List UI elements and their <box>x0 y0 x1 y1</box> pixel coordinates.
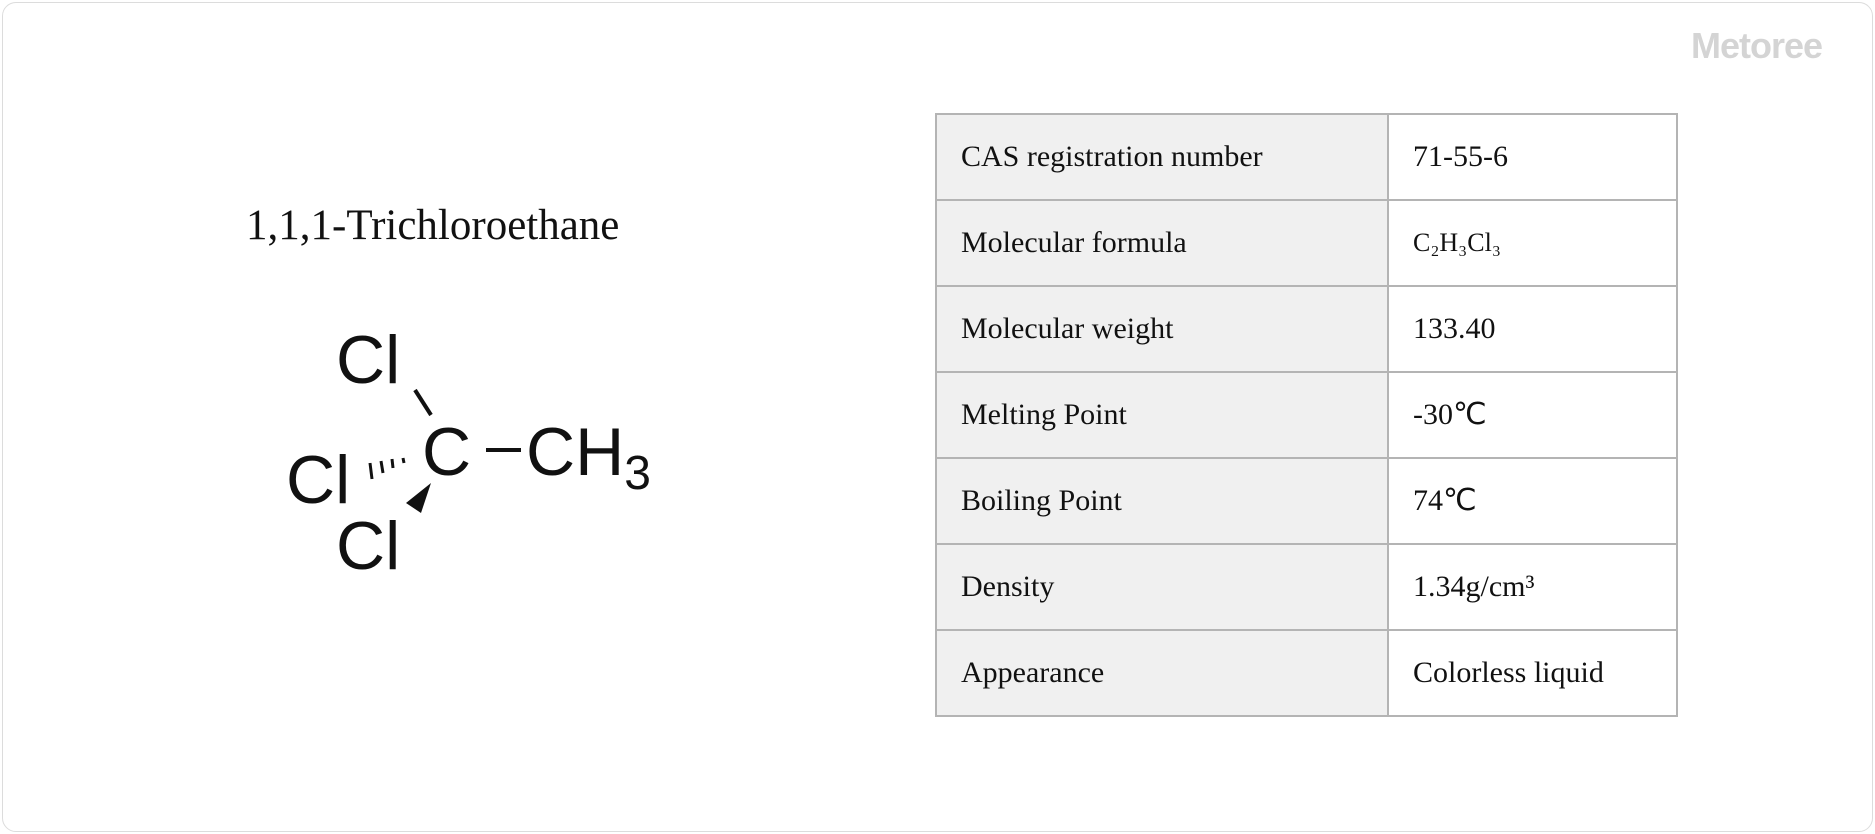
content-card <box>2 2 1873 832</box>
wedge-bond <box>406 483 431 513</box>
property-label: Appearance <box>936 630 1388 716</box>
hashed-bond <box>370 458 404 479</box>
property-value: C₂H₃Cl₃ <box>1388 200 1677 286</box>
atom-c-center: C <box>422 414 472 490</box>
compound-title: 1,1,1-Trichloroethane <box>246 202 620 249</box>
table-row <box>936 630 1677 716</box>
structural-formula <box>273 313 693 583</box>
property-label: CAS registration number <box>936 114 1388 200</box>
property-label: Molecular weight <box>936 286 1388 372</box>
property-value: -30℃ <box>1388 372 1677 458</box>
table-row <box>936 114 1677 200</box>
property-value: 74℃ <box>1388 458 1677 544</box>
property-value: 71-55-6 <box>1388 114 1677 200</box>
atom-cl-left: Cl <box>286 442 351 518</box>
properties-table <box>935 113 1678 717</box>
property-label: Density <box>936 544 1388 630</box>
group-ch3: $CH_3$ <box>526 414 651 500</box>
table-row <box>936 458 1677 544</box>
property-label: Boiling Point <box>936 458 1388 544</box>
bond-top <box>415 390 431 415</box>
table-row <box>936 286 1677 372</box>
table-row <box>936 200 1677 286</box>
property-value: 1.34g/cm³ <box>1388 544 1677 630</box>
atom-cl-top: Cl <box>336 322 401 398</box>
table-row <box>936 372 1677 458</box>
atom-cl-bottom: Cl <box>336 508 401 583</box>
table-row <box>936 544 1677 630</box>
property-label: Melting Point <box>936 372 1388 458</box>
property-value: 133.40 <box>1388 286 1677 372</box>
metoree-logo: Metoree <box>1691 25 1823 66</box>
property-value: Colorless liquid <box>1388 630 1677 716</box>
property-label: Molecular formula <box>936 200 1388 286</box>
